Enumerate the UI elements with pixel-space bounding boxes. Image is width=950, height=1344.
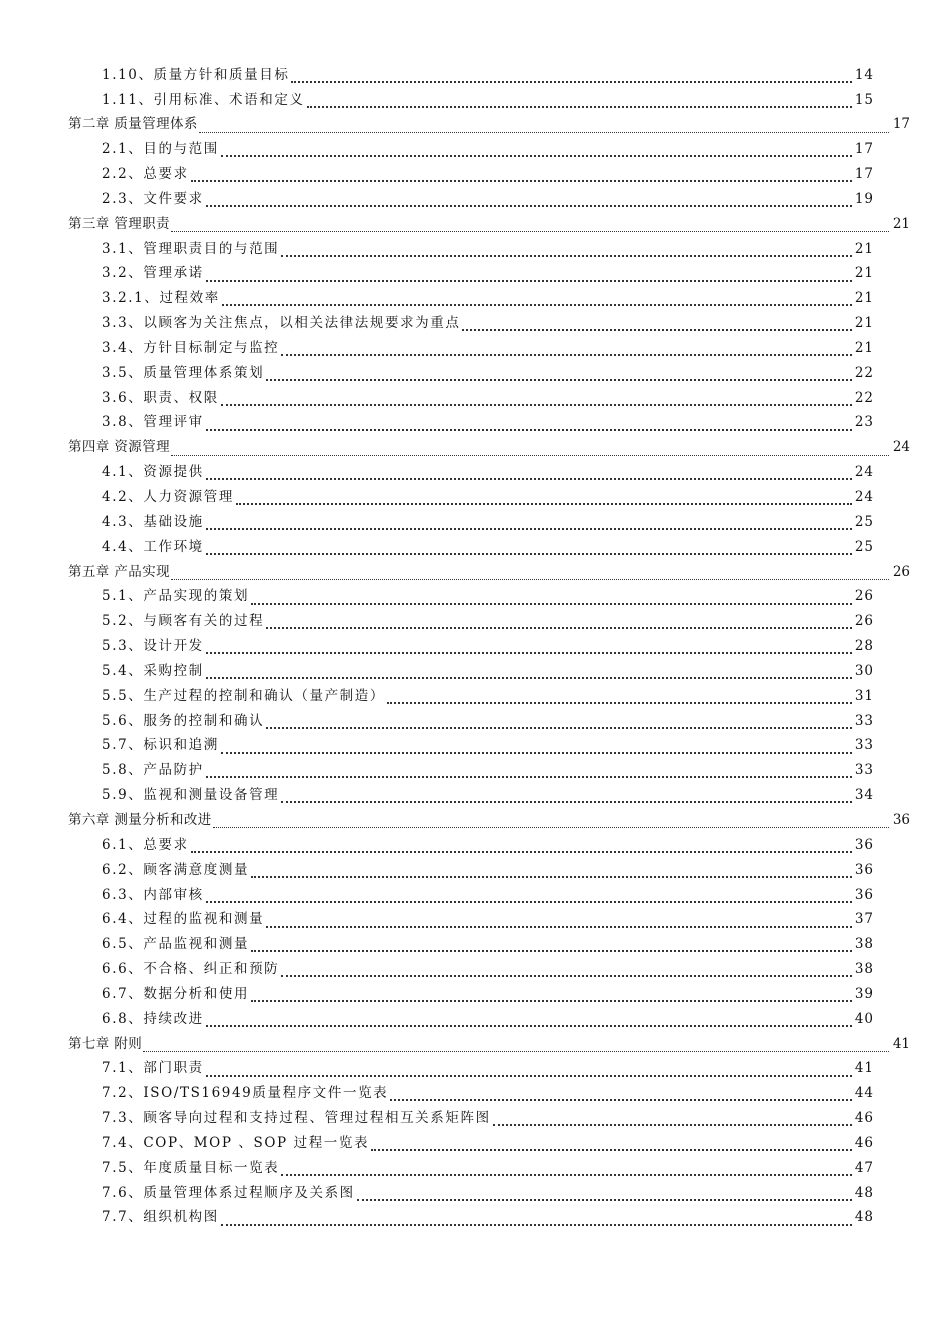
- toc-section-entry[interactable]: [68, 679, 874, 704]
- toc-entry-page-number: 21: [854, 240, 874, 257]
- dot-leader: [171, 228, 889, 232]
- toc-entry-page-number: 21: [854, 290, 874, 307]
- toc-entry-title: 第五章 产品实现: [68, 563, 170, 580]
- dot-leader: [307, 103, 852, 108]
- toc-entry-page-number: 47: [854, 1159, 874, 1176]
- toc-entry-title: 第三章 管理职责: [68, 215, 170, 232]
- toc-section-entry[interactable]: [68, 977, 874, 1002]
- toc-entry-page-number: 21: [854, 265, 874, 282]
- toc-entry-page-number: 21: [854, 315, 874, 332]
- toc-section-entry[interactable]: [68, 282, 874, 307]
- toc-entry-page-number: 36: [854, 861, 874, 878]
- toc-section-entry[interactable]: [68, 182, 874, 207]
- toc-entry-page-number: 33: [854, 712, 874, 729]
- toc-section-entry[interactable]: [68, 356, 874, 381]
- toc-entry-page-number: 33: [854, 762, 874, 779]
- toc-entry-page-number: 17: [854, 166, 874, 183]
- toc-entry-title: 6.3、内部审核: [102, 886, 204, 903]
- toc-entry-page-number: 22: [854, 389, 874, 406]
- dot-leader: [493, 1121, 852, 1126]
- toc-section-entry[interactable]: [68, 729, 874, 754]
- toc-entry-page-number: 26: [854, 588, 874, 605]
- dot-leader: [191, 177, 852, 182]
- toc-section-entry[interactable]: [68, 580, 874, 605]
- toc-chapter-entry[interactable]: [68, 431, 910, 456]
- toc-section-entry[interactable]: [68, 1002, 874, 1027]
- dot-leader: [236, 500, 852, 505]
- toc-entry-title: 6.1、总要求: [102, 836, 189, 853]
- toc-entry-title: 第六章 测量分析和改进: [68, 811, 212, 828]
- dot-leader: [221, 152, 852, 157]
- toc-entry-page-number: 26: [892, 563, 910, 580]
- toc-chapter-entry[interactable]: [68, 108, 910, 133]
- toc-entry-page-number: 46: [854, 1110, 874, 1127]
- toc-section-entry[interactable]: [68, 754, 874, 779]
- toc-section-entry[interactable]: [68, 1077, 874, 1102]
- toc-entry-page-number: 36: [892, 811, 910, 828]
- toc-entry-title: 2.2、总要求: [102, 166, 189, 183]
- toc-entry-page-number: 14: [854, 66, 874, 83]
- dot-leader: [222, 301, 852, 306]
- toc-entry-title: 6.7、数据分析和使用: [102, 985, 250, 1002]
- dot-leader: [251, 873, 852, 878]
- dot-leader: [206, 1022, 852, 1027]
- dot-leader: [171, 576, 889, 580]
- toc-section-entry[interactable]: [68, 58, 874, 83]
- toc-section-entry[interactable]: [68, 406, 874, 431]
- toc-entry-title: 6.2、顾客满意度测量: [102, 861, 250, 878]
- dot-leader: [213, 824, 889, 828]
- toc-entry-title: 3.2.1、过程效率: [102, 290, 220, 307]
- toc-entry-page-number: 37: [854, 911, 874, 928]
- toc-entry-page-number: 36: [854, 886, 874, 903]
- dot-leader: [251, 600, 852, 605]
- dot-leader: [206, 202, 852, 207]
- toc-entry-title: 7.4、COP、MOP 、SOP 过程一览表: [102, 1134, 370, 1151]
- toc-entry-page-number: 46: [854, 1134, 874, 1151]
- toc-entry-title: 2.3、文件要求: [102, 190, 204, 207]
- dot-leader: [206, 773, 852, 778]
- toc-entry-title: 7.7、组织机构图: [102, 1209, 219, 1226]
- toc-entry-page-number: 15: [854, 91, 874, 108]
- dot-leader: [221, 401, 852, 406]
- toc-section-entry[interactable]: [68, 505, 874, 530]
- toc-entry-page-number: 48: [854, 1184, 874, 1201]
- toc-section-entry[interactable]: [68, 83, 874, 108]
- toc-entry-title: 3.4、方针目标制定与监控: [102, 339, 280, 356]
- dot-leader: [206, 426, 852, 431]
- dot-leader: [206, 525, 852, 530]
- toc-entry-title: 7.3、顾客导向过程和支持过程、管理过程相互关系矩阵图: [102, 1110, 491, 1127]
- toc-entry-title: 第二章 质量管理体系: [68, 116, 198, 133]
- toc-section-entry[interactable]: [68, 878, 874, 903]
- toc-chapter-entry[interactable]: [68, 555, 910, 580]
- toc-entry-title: 6.6、不合格、纠正和预防: [102, 961, 280, 978]
- toc-entry-page-number: 38: [854, 961, 874, 978]
- dot-leader: [462, 326, 852, 331]
- toc-section-entry[interactable]: [68, 1101, 874, 1126]
- toc-entry-title: 5.5、生产过程的控制和确认（量产制造）: [102, 687, 385, 704]
- dot-leader: [206, 475, 852, 480]
- toc-entry-title: 3.1、管理职责目的与范围: [102, 240, 280, 257]
- toc-entry-title: 5.8、产品防护: [102, 762, 204, 779]
- toc-chapter-entry[interactable]: [68, 803, 910, 828]
- toc-section-entry[interactable]: [68, 778, 874, 803]
- dot-leader: [266, 624, 852, 629]
- table-of-contents: [68, 58, 910, 1226]
- toc-entry-title: 4.4、工作环境: [102, 538, 204, 555]
- toc-entry-page-number: 28: [854, 638, 874, 655]
- toc-entry-title: 3.2、管理承诺: [102, 265, 204, 282]
- dot-leader: [206, 674, 852, 679]
- dot-leader: [206, 277, 852, 282]
- toc-entry-title: 3.5、质量管理体系策划: [102, 364, 265, 381]
- toc-entry-title: 5.3、设计开发: [102, 638, 204, 655]
- dot-leader: [281, 351, 852, 356]
- toc-section-entry[interactable]: [68, 456, 874, 481]
- toc-entry-title: 1.10、质量方针和质量目标: [102, 66, 290, 83]
- toc-entry-page-number: 17: [854, 141, 874, 158]
- toc-entry-title: 3.3、以顾客为关注焦点，以相关法律法规要求为重点: [102, 315, 461, 332]
- dot-leader: [291, 78, 852, 83]
- toc-section-entry[interactable]: [68, 381, 874, 406]
- toc-entry-title: 6.8、持续改进: [102, 1010, 204, 1027]
- toc-section-entry[interactable]: [68, 331, 874, 356]
- dot-leader: [206, 649, 852, 654]
- toc-entry-page-number: 21: [854, 339, 874, 356]
- toc-section-entry[interactable]: [68, 157, 874, 182]
- toc-section-entry[interactable]: [68, 1176, 874, 1201]
- toc-entry-page-number: 31: [854, 687, 874, 704]
- toc-section-entry[interactable]: [68, 257, 874, 282]
- dot-leader: [171, 452, 889, 456]
- toc-section-entry[interactable]: [68, 480, 874, 505]
- toc-section-entry[interactable]: [68, 1151, 874, 1176]
- toc-entry-title: 3.8、管理评审: [102, 414, 204, 431]
- dot-leader: [387, 699, 852, 704]
- toc-entry-page-number: 39: [854, 985, 874, 1002]
- dot-leader: [251, 997, 852, 1002]
- dot-leader: [221, 749, 852, 754]
- dot-leader: [206, 1072, 852, 1077]
- dot-leader: [281, 1171, 852, 1176]
- toc-entry-page-number: 26: [854, 613, 874, 630]
- toc-entry-page-number: 30: [854, 662, 874, 679]
- toc-entry-page-number: 24: [892, 439, 910, 456]
- dot-leader: [281, 972, 852, 977]
- toc-entry-title: 7.6、质量管理体系过程顺序及关系图: [102, 1184, 355, 1201]
- toc-section-entry[interactable]: [68, 629, 874, 654]
- toc-entry-title: 5.7、标识和追溯: [102, 737, 219, 754]
- toc-section-entry[interactable]: [68, 306, 874, 331]
- toc-entry-page-number: 48: [854, 1209, 874, 1226]
- toc-entry-title: 5.2、与顾客有关的过程: [102, 613, 265, 630]
- toc-entry-title: 5.4、采购控制: [102, 662, 204, 679]
- toc-entry-page-number: 44: [854, 1085, 874, 1102]
- toc-section-entry[interactable]: [68, 1052, 874, 1077]
- dot-leader: [266, 724, 852, 729]
- toc-entry-title: 7.1、部门职责: [102, 1060, 204, 1077]
- toc-chapter-entry[interactable]: [68, 1027, 910, 1052]
- toc-section-entry[interactable]: [68, 903, 874, 928]
- toc-entry-title: 5.9、监视和测量设备管理: [102, 787, 280, 804]
- toc-section-entry[interactable]: [68, 828, 874, 853]
- dot-leader: [206, 898, 852, 903]
- toc-section-entry[interactable]: [68, 133, 874, 158]
- dot-leader: [221, 1221, 852, 1226]
- toc-entry-title: 4.1、资源提供: [102, 464, 204, 481]
- toc-entry-title: 1.11、引用标准、术语和定义: [102, 91, 305, 108]
- toc-entry-title: 7.2、ISO/TS16949质量程序文件一览表: [102, 1085, 389, 1102]
- toc-entry-page-number: 23: [854, 414, 874, 431]
- dot-leader: [371, 1146, 852, 1151]
- toc-section-entry[interactable]: [68, 1126, 874, 1151]
- toc-entry-page-number: 36: [854, 836, 874, 853]
- dot-leader: [266, 376, 852, 381]
- dot-leader: [206, 550, 852, 555]
- dot-leader: [281, 252, 852, 257]
- toc-entry-page-number: 24: [854, 464, 874, 481]
- toc-entry-title: 4.2、人力资源管理: [102, 489, 234, 505]
- toc-section-entry[interactable]: [68, 654, 874, 679]
- toc-entry-page-number: 21: [892, 215, 910, 232]
- toc-entry-title: 5.1、产品实现的策划: [102, 588, 250, 605]
- toc-section-entry[interactable]: [68, 605, 874, 630]
- toc-section-entry[interactable]: [68, 232, 874, 257]
- toc-entry-title: 6.4、过程的监视和测量: [102, 911, 265, 928]
- toc-entry-title: 7.5、年度质量目标一览表: [102, 1159, 280, 1176]
- toc-entry-page-number: 38: [854, 936, 874, 953]
- toc-entry-page-number: 41: [892, 1035, 910, 1052]
- dot-leader: [281, 798, 852, 803]
- toc-section-entry[interactable]: [68, 952, 874, 977]
- dot-leader: [199, 129, 889, 133]
- toc-entry-title: 3.6、职责、权限: [102, 389, 219, 406]
- toc-entry-page-number: 40: [854, 1010, 874, 1027]
- toc-entry-title: 6.5、产品监视和测量: [102, 936, 250, 953]
- toc-entry-title: 第七章 附则: [68, 1035, 143, 1052]
- toc-chapter-entry[interactable]: [68, 207, 910, 232]
- toc-entry-page-number: 17: [892, 116, 910, 133]
- dot-leader: [357, 1196, 852, 1201]
- toc-entry-page-number: 25: [854, 538, 874, 555]
- dot-leader: [251, 947, 852, 952]
- toc-entry-page-number: 25: [854, 513, 874, 530]
- toc-section-entry[interactable]: [68, 530, 874, 555]
- dot-leader: [191, 848, 852, 853]
- dot-leader: [390, 1096, 852, 1101]
- toc-entry-page-number: 24: [854, 489, 874, 505]
- toc-section-entry[interactable]: [68, 704, 874, 729]
- toc-entry-page-number: 19: [854, 190, 874, 207]
- toc-entry-title: 第四章 资源管理: [68, 439, 170, 456]
- dot-leader: [143, 1048, 889, 1052]
- toc-entry-page-number: 41: [854, 1060, 874, 1077]
- toc-entry-page-number: 22: [854, 364, 874, 381]
- toc-entry-title: 5.6、服务的控制和确认: [102, 712, 265, 729]
- toc-entry-title: 4.3、基础设施: [102, 513, 204, 530]
- toc-section-entry[interactable]: [68, 1201, 874, 1226]
- toc-entry-page-number: 33: [854, 737, 874, 754]
- toc-entry-title: 2.1、目的与范围: [102, 141, 219, 158]
- toc-section-entry[interactable]: [68, 928, 874, 953]
- toc-section-entry[interactable]: [68, 853, 874, 878]
- dot-leader: [266, 923, 852, 928]
- toc-entry-page-number: 34: [854, 787, 874, 804]
